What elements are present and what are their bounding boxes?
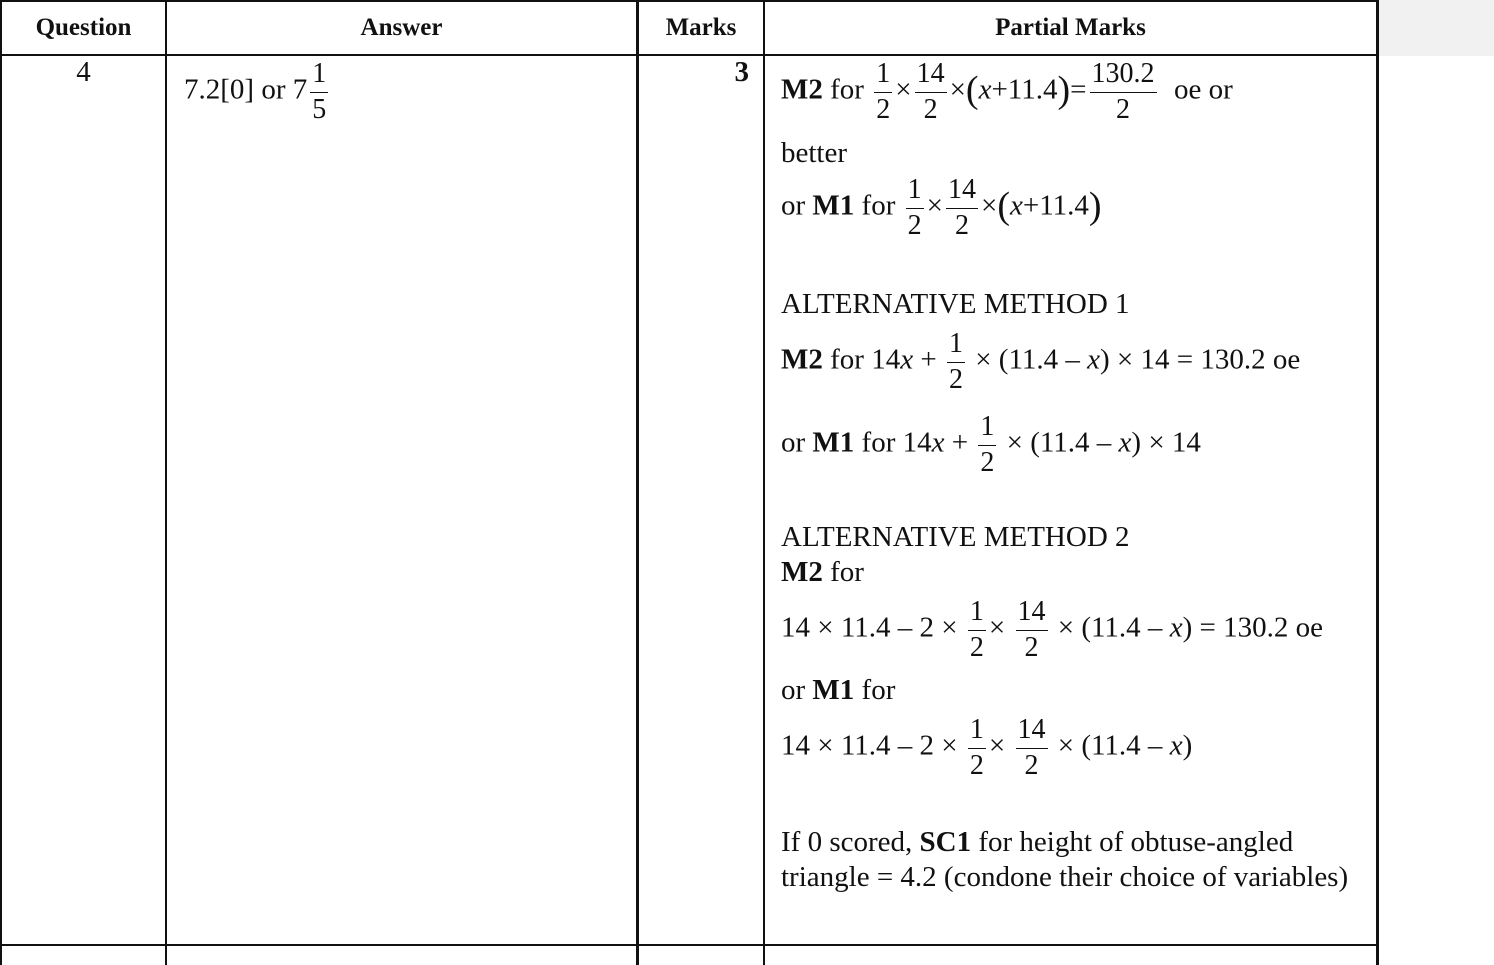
col-border-right bbox=[1376, 0, 1379, 965]
answer-fraction: $\frac{1}{5}$ bbox=[312, 58, 327, 125]
alt2-m1-line: 14 × 11.4 – 2 × $\frac{1}{2}$ × $\frac{14}{2}$ × (11.4 – x) bbox=[781, 714, 1193, 781]
m2-line: M2 for $\frac{1}{2}$ × $\frac{14}{2}$ ×(x+11.4)= $\frac{130.2}{2}$ oe or bbox=[781, 58, 1233, 125]
col-border-answer bbox=[636, 0, 639, 965]
alt2-m1-label: or M1 for bbox=[781, 674, 896, 706]
alt2-m2-label: M2 for bbox=[781, 556, 864, 588]
question-number: 4 bbox=[76, 56, 91, 88]
m1-line: or M1 for $\frac{1}{2}$ × $\frac{14}{2}$ ×(x+11.4) bbox=[781, 174, 1102, 241]
row-bottom-border bbox=[0, 944, 1378, 946]
alt-method-1-title: ALTERNATIVE METHOD 1 bbox=[781, 288, 1130, 320]
alt1-m2-line: M2 for 14x + $\frac{1}{2}$ × (11.4 – x) × 14 = 130.2 oe bbox=[781, 328, 1301, 395]
header-partial-marks: Partial Marks bbox=[995, 13, 1146, 41]
answer-text: 7.2[0] or 7 bbox=[184, 73, 308, 106]
header-answer: Answer bbox=[360, 13, 443, 41]
sc1-note: If 0 scored, SC1 for height of obtuse-angled triangle = 4.2 (condone their choice of variables) bbox=[781, 826, 1349, 894]
header-question: Question bbox=[35, 13, 132, 41]
alt1-m1-line: or M1 for 14x + $\frac{1}{2}$ × (11.4 – x) × 14 bbox=[781, 411, 1201, 478]
alt2-m2-line: 14 × 11.4 – 2 × $\frac{1}{2}$ × $\frac{14}{2}$ × (11.4 – x) = 130.2 oe bbox=[781, 596, 1323, 663]
marks-value: 3 bbox=[734, 56, 749, 88]
col-border-marks bbox=[763, 0, 765, 965]
answer-value bbox=[184, 60, 331, 124]
m2-line-continued: better bbox=[781, 137, 848, 169]
header-marks: Marks bbox=[665, 13, 737, 41]
margin-strip bbox=[1378, 0, 1494, 56]
col-border-question bbox=[165, 0, 167, 965]
alt-method-2-title: ALTERNATIVE METHOD 2 bbox=[781, 521, 1130, 553]
col-border-left bbox=[0, 0, 2, 965]
